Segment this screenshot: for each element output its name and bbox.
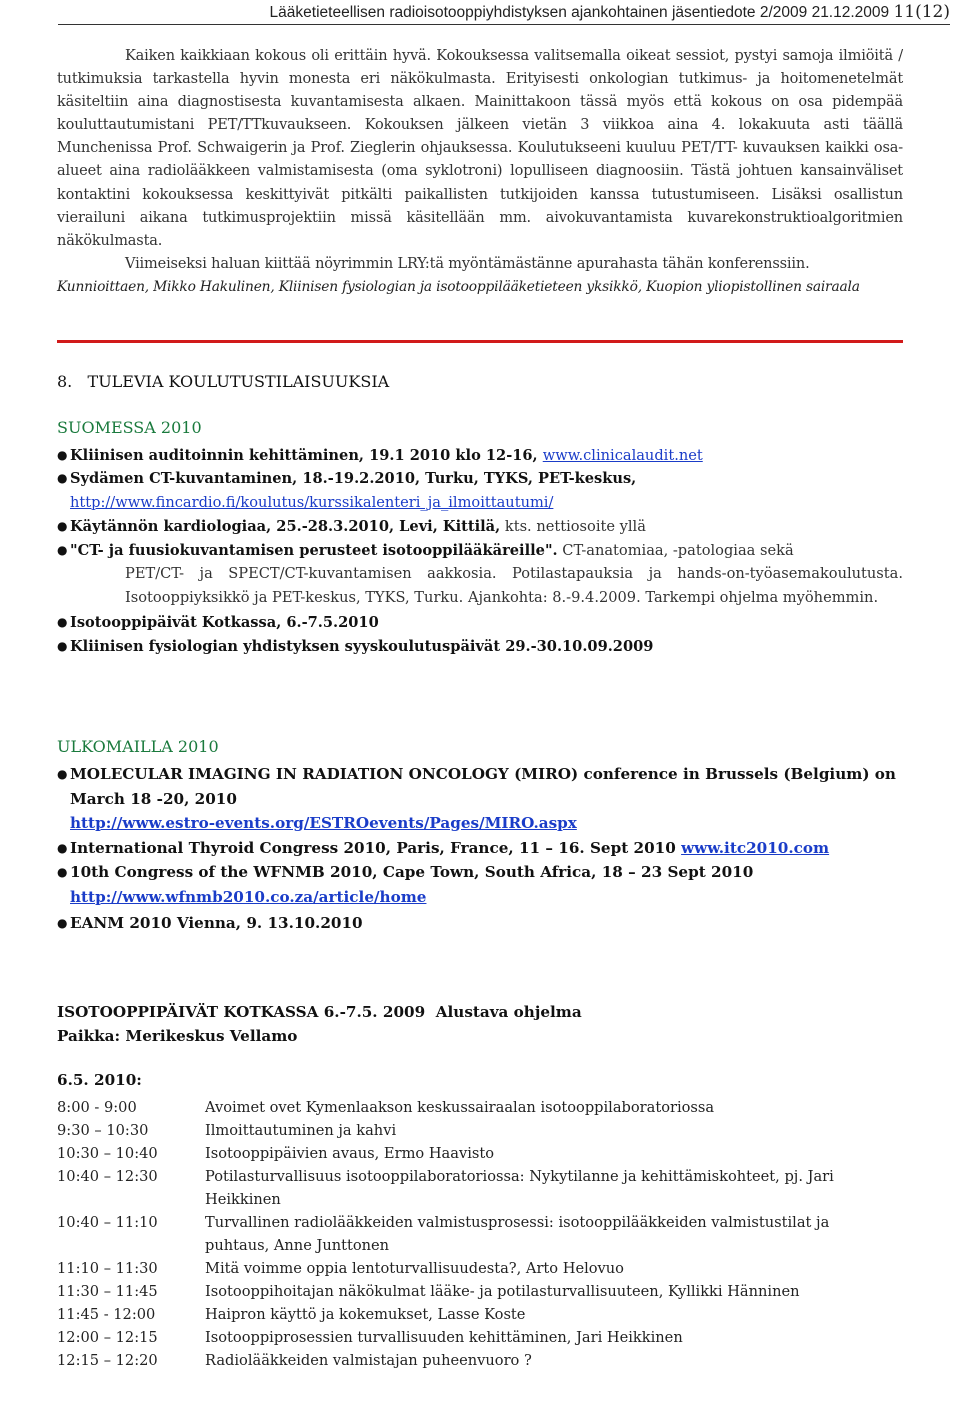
list-item <box>57 762 903 836</box>
abroad-events <box>57 762 903 936</box>
bullet-icon: ● <box>57 518 68 533</box>
event-link[interactable]: www.clinicalaudit.net <box>542 447 703 464</box>
list-item <box>57 911 903 936</box>
event-title: EANM 2010 Vienna, 9. 13.10.2010 <box>70 914 363 932</box>
schedule-time: 10:30 – 10:40 <box>57 1145 158 1162</box>
section-title: 8. TULEVIA KOULUTUSTILAISUUKSIA <box>57 372 390 391</box>
schedule-item: Avoimet ovet Kymenlaakson keskussairaalan isotooppilaboratoriossa <box>205 1099 715 1116</box>
bullet-icon: ● <box>57 615 68 630</box>
schedule-time: 11:30 – 11:45 <box>57 1283 158 1300</box>
schedule-table <box>57 1096 877 1372</box>
event-title: MOLECULAR IMAGING IN RADIATION ONCOLOGY (MIRO) conference in Brussels (Belgium) on March 18 -20, 2010 <box>70 765 896 808</box>
event-title: Käytännön kardiologiaa, 25.-28.3.2010, Levi, Kittilä, <box>70 517 501 535</box>
header-title: Lääketieteellisen radioisotooppiyhdistyksen ajankohtainen jäsentiedote 2/2009 21.12.2009 <box>269 4 890 21</box>
event-description: CT-anatomiaa, -patologiaa sekä <box>557 542 794 560</box>
schedule-row <box>57 1096 877 1119</box>
schedule-time: 12:00 – 12:15 <box>57 1329 158 1346</box>
schedule-time: 10:40 – 11:10 <box>57 1214 158 1231</box>
schedule-row <box>57 1303 877 1326</box>
schedule-row <box>57 1165 877 1211</box>
list-item <box>57 836 903 861</box>
schedule-row <box>57 1142 877 1165</box>
schedule-time: 10:40 – 12:30 <box>57 1168 158 1185</box>
schedule-row <box>57 1349 877 1372</box>
event-link[interactable]: www.itc2010.com <box>681 838 830 857</box>
schedule-row <box>57 1280 877 1303</box>
bullet-icon: ● <box>57 916 68 930</box>
list-item <box>57 611 903 634</box>
event-link[interactable]: http://www.wfnmb2010.co.za/article/home <box>70 887 427 906</box>
schedule-time: 11:10 – 11:30 <box>57 1260 158 1277</box>
list-item <box>57 539 903 609</box>
program-place: Paikka: Merikeskus Vellamo <box>57 1027 298 1045</box>
bullet-icon: ● <box>57 865 68 879</box>
header-text <box>270 2 950 22</box>
schedule-item: Radiolääkkeiden valmistajan puheenvuoro ? <box>205 1352 532 1369</box>
abroad-heading: ULKOMAILLA 2010 <box>57 737 219 756</box>
event-title: "CT- ja fuusiokuvantamisen perusteet isotooppilääkäreille". <box>70 542 558 560</box>
event-title: Sydämen CT-kuvantaminen, 18.-19.2.2010, Turku, TYKS, PET-keskus, <box>70 470 637 488</box>
event-link[interactable]: http://www.estro-events.org/ESTROevents/Pages/MIRO.aspx <box>70 814 577 832</box>
schedule-item: Potilasturvallisuus isotooppilaboratoriossa: Nykytilanne ja kehittämiskohteet, pj. Jari Heikkinen <box>205 1168 834 1208</box>
program-date: 6.5. 2010: <box>57 1071 142 1089</box>
list-item <box>57 635 903 658</box>
schedule-time: 9:30 – 10:30 <box>57 1122 149 1139</box>
bullet-icon: ● <box>57 543 68 558</box>
schedule-row <box>57 1326 877 1349</box>
schedule-item: Ilmoittautuminen ja kahvi <box>205 1122 397 1139</box>
schedule-row <box>57 1119 877 1142</box>
event-title: Kliinisen auditoinnin kehittäminen, 19.1 2010 klo 12-16, <box>70 447 543 464</box>
bullet-icon: ● <box>57 840 68 855</box>
event-title: 10th Congress of the WFNMB 2010, Cape Town, South Africa, 18 – 23 Sept 2010 <box>70 863 754 881</box>
event-note: kts. nettiosoite yllä <box>500 517 646 535</box>
finland-heading: SUOMESSA 2010 <box>57 418 202 437</box>
schedule-time: 12:15 – 12:20 <box>57 1352 158 1369</box>
schedule-item: Mitä voimme oppia lentoturvallisuudesta?, Arto Helovuo <box>205 1260 624 1277</box>
signature: Kunnioittaen, Mikko Hakulinen, Kliinisen fysiologian ja isotooppilääketieteen yksikkö, Kuopion yliopistollinen sairaala <box>57 278 860 295</box>
report-block <box>57 45 903 299</box>
event-title: Kliinisen fysiologian yhdistyksen syyskoulutuspäivät 29.-30.10.09.2009 <box>70 638 654 656</box>
schedule-row <box>57 1257 877 1280</box>
schedule-item: Isotooppipäivien avaus, Ermo Haavisto <box>205 1145 495 1162</box>
schedule-time: 8:00 - 9:00 <box>57 1099 137 1116</box>
list-item <box>57 444 903 467</box>
program-heading <box>57 1000 582 1048</box>
page-number: 11(12) <box>893 2 950 22</box>
section-divider <box>57 340 903 343</box>
thanks-paragraph: Viimeiseksi haluan kiittää nöyrimmin LRY:tä myöntämästänne apurahasta tähän konferenssiin. <box>125 255 810 272</box>
event-title: Isotooppipäivät Kotkassa, 6.-7.5.2010 <box>70 614 379 632</box>
report-paragraph: Kaiken kaikkiaan kokous oli erittäin hyvä. Kokouksessa valitsemalla oikeat sessiot, pystyi samoja ilmiöitä / tutkimuksia tarkastella hyvin monesta eri näkökulmasta. Erityisesti onkologian tutkimus- ja hoitomenetelmät käsiteltiin aina diagnostisesta kuvantamisesta alkaen. Mainittakoon tässä myös että kokous on osa pidempää kouluttautumistani PET/TTkuvaukseen. Kokouksen jälkeen vietän 3 viikkoa aina 4. lokakuuta asti täällä Munchenissa Prof. Schwaigerin ja Prof. Zieglerin ohjauksessa. Koulutukseeni kuuluu PET/TT- kuvauksen kaikki osa-alueet aina radiolääkkeen valmistamisesta (oma syklotroni) lopulliseen diagnoosiin. Tästä johtuen kansainväliset kontaktini kokouksessa keskittyivät pitkälti paikallisten tutkijoiden kanssa tutustumiseen. Lisäksi osallistun vierailuni aikana tutkimusprojektiin missä käsitellään mm. aivokuvantamista kuvarekonstruktioalgoritmien näkökulmasta. <box>57 48 903 249</box>
finland-events <box>57 444 903 659</box>
event-description-cont: PET/CT- ja SPECT/CT-kuvantamisen aakkosia. Potilastapauksia ja hands-on-työasemakoulutusta. Isotooppiyksikkö ja PET-keskus, TYKS, Turku. Ajankohta: 8.-9.4.2009. Tarkempi ohjelma myöhemmin. <box>125 565 903 606</box>
schedule-item: Haipron käyttö ja kokemukset, Lasse Koste <box>205 1306 526 1323</box>
event-link[interactable]: http://www.fincardio.fi/koulutus/kurssikalenteri_ja_ilmoittautumi/ <box>70 493 554 511</box>
page-header <box>58 0 950 25</box>
bullet-icon: ● <box>57 471 68 486</box>
bullet-icon: ● <box>57 639 68 654</box>
schedule-item: Turvallinen radiolääkkeiden valmistusprosessi: isotooppilääkkeiden valmistustilat ja puhtaus, Anne Junttonen <box>205 1214 830 1254</box>
schedule-item: Isotooppihoitajan näkökulmat lääke- ja potilasturvallisuuteen, Kyllikki Hänninen <box>205 1283 800 1300</box>
schedule-item: Isotooppiprosessien turvallisuuden kehittäminen, Jari Heikkinen <box>205 1329 683 1346</box>
list-item <box>57 515 903 538</box>
list-item <box>57 860 903 909</box>
event-title: International Thyroid Congress 2010, Paris, France, 11 – 16. Sept 2010 <box>70 838 682 857</box>
schedule-time: 11:45 - 12:00 <box>57 1306 156 1323</box>
list-item <box>57 467 903 514</box>
bullet-icon: ● <box>57 767 68 781</box>
bullet-icon: ● <box>57 448 68 462</box>
schedule-row <box>57 1211 877 1257</box>
program-title: ISOTOOPPIPÄIVÄT KOTKASSA 6.-7.5. 2009 Alustava ohjelma <box>57 1003 582 1021</box>
